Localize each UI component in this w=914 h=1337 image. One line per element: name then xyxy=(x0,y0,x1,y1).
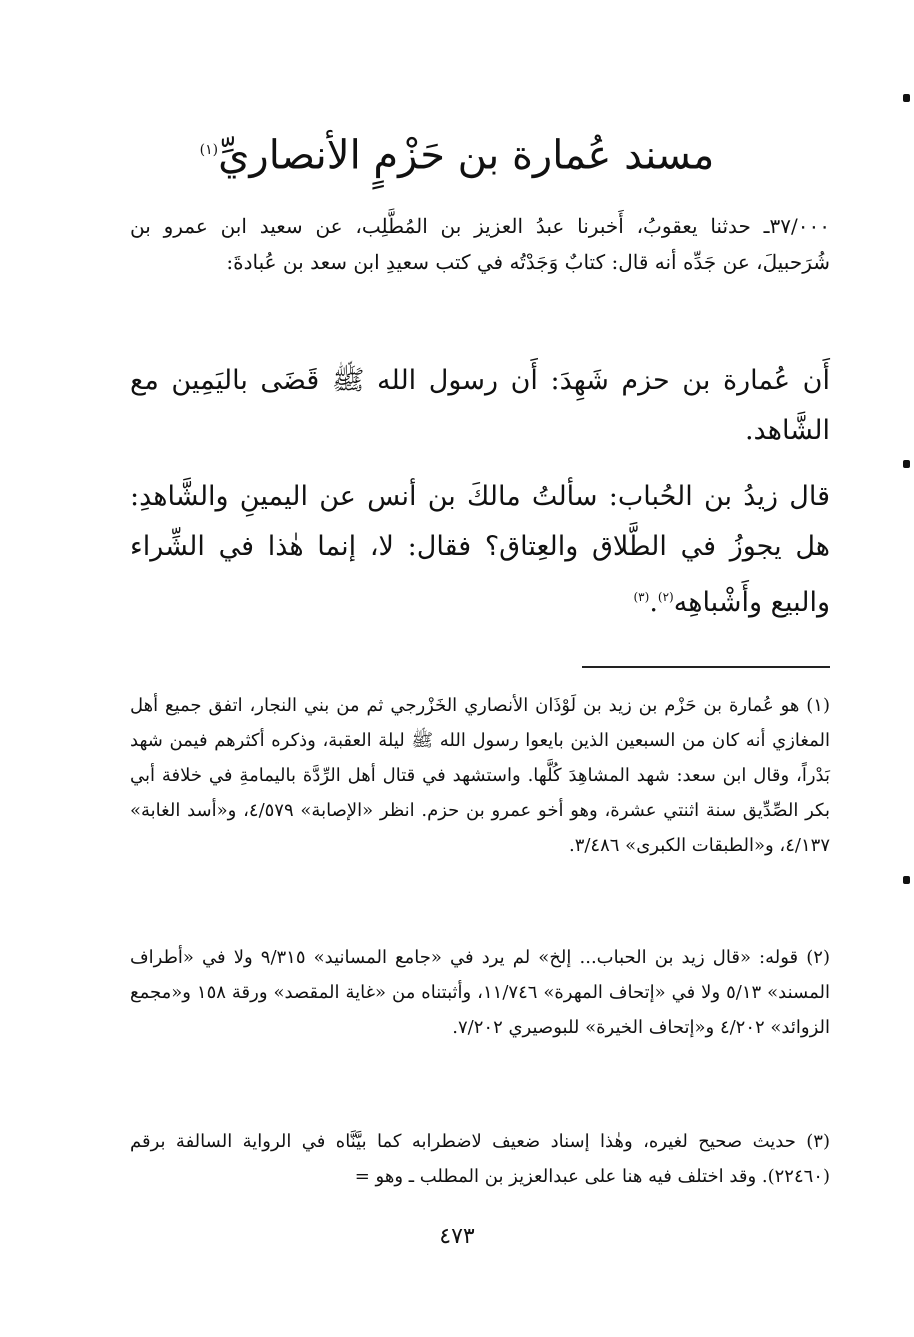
commentary-text: قال زيدُ بن الحُباب: سألتُ مالكَ بن أنس عن اليمينِ والشَّاهدِ: هل يجوزُ في الطَّلاق والعِتاق؟ فقال: لا، إنما هٰذا في الشِّراء والبيع وأَشْباهِه xyxy=(130,481,830,618)
section-heading xyxy=(150,118,764,187)
margin-mark xyxy=(903,876,910,884)
footnote-ref-3: (٣) xyxy=(633,590,650,604)
footnote-1: (١) هو عُمارة بن حَزْم بن زيد بن لَوْذَان الأنصاري الخَزْرجي ثم من بني النجار، اتفق جميع أهل المغازي أنه كان من السبعين الذين بايعوا رسول الله ﷺ ليلة العقبة، وذكره أكثرهم فيمن شهد بَدْراً، وقال ابن سعد: شهد المشاهِدَ كُلَّها. واستشهد في قتال أهل الرِّدَّة باليمامةِ في خلافة أبي بكر الصِّدِّيق سنة اثنتي عشرة، وهو أخو عمرو بن حزم. انظر «الإصابة» ٤/٥٧٩، و«أسد الغابة» ٤/١٣٧، و«الطبقات الكبرى» ٣/٤٨٦. xyxy=(130,695,830,856)
margin-mark xyxy=(903,460,910,468)
isnad-paragraph: ٣٧/٠٠٠ـ حدثنا يعقوبُ، أَخبرنا عبدُ العزيز بن المُطَّلِب، عن سعيد ابن عمرو بن شُرَحبيلَ، عن جَدِّه أنه قال: كتابٌ وَجَدْتُه في كتب سعيدِ ابن سعد بن عُبادةَ: xyxy=(130,214,830,274)
margin-mark xyxy=(903,94,910,102)
heading-footnote-ref: (١) xyxy=(199,142,219,158)
commentary-paragraph xyxy=(130,472,830,628)
commentary-end: . xyxy=(649,587,658,618)
footnote-3: (٣) حديث صحيح لغيره، وهٰذا إسناد ضعيف لاضطرابه كما بيَّنَّاه في الرواية السالفة برقم (٢٢٤٦٠). وقد اختلف فيه هنا على عبدالعزيز بن المطلب ـ وهو = xyxy=(130,1131,830,1187)
footnote-ref-2: (٢) xyxy=(657,590,674,604)
hadith-text: أَن عُمارة بن حزم شَهِدَ: أَن رسول الله ﷺ قَضَى باليَمِين مع الشَّاهد. xyxy=(130,365,830,446)
page-number: ٤٧٣ xyxy=(439,1224,475,1249)
footnote-separator xyxy=(582,666,830,668)
footnote-2: (٢) قوله: «قال زيد بن الحباب... إلخ» لم يرد في «جامع المسانيد» ٩/٣١٥ ولا في «أطراف المسند» ٥/١٣ ولا في «إتحاف المهرة» ١١/٧٤٦، وأثبتناه من «غاية المقصد» ورقة ١٥٨ و«مجمع الزوائد» ٤/٢٠٢ و«إتحاف الخيرة» للبوصيري ٧/٢٠٢. xyxy=(130,947,830,1038)
section-heading-text: مسند عُمارة بن حَزْمٍ الأنصاريِّ xyxy=(218,132,715,179)
